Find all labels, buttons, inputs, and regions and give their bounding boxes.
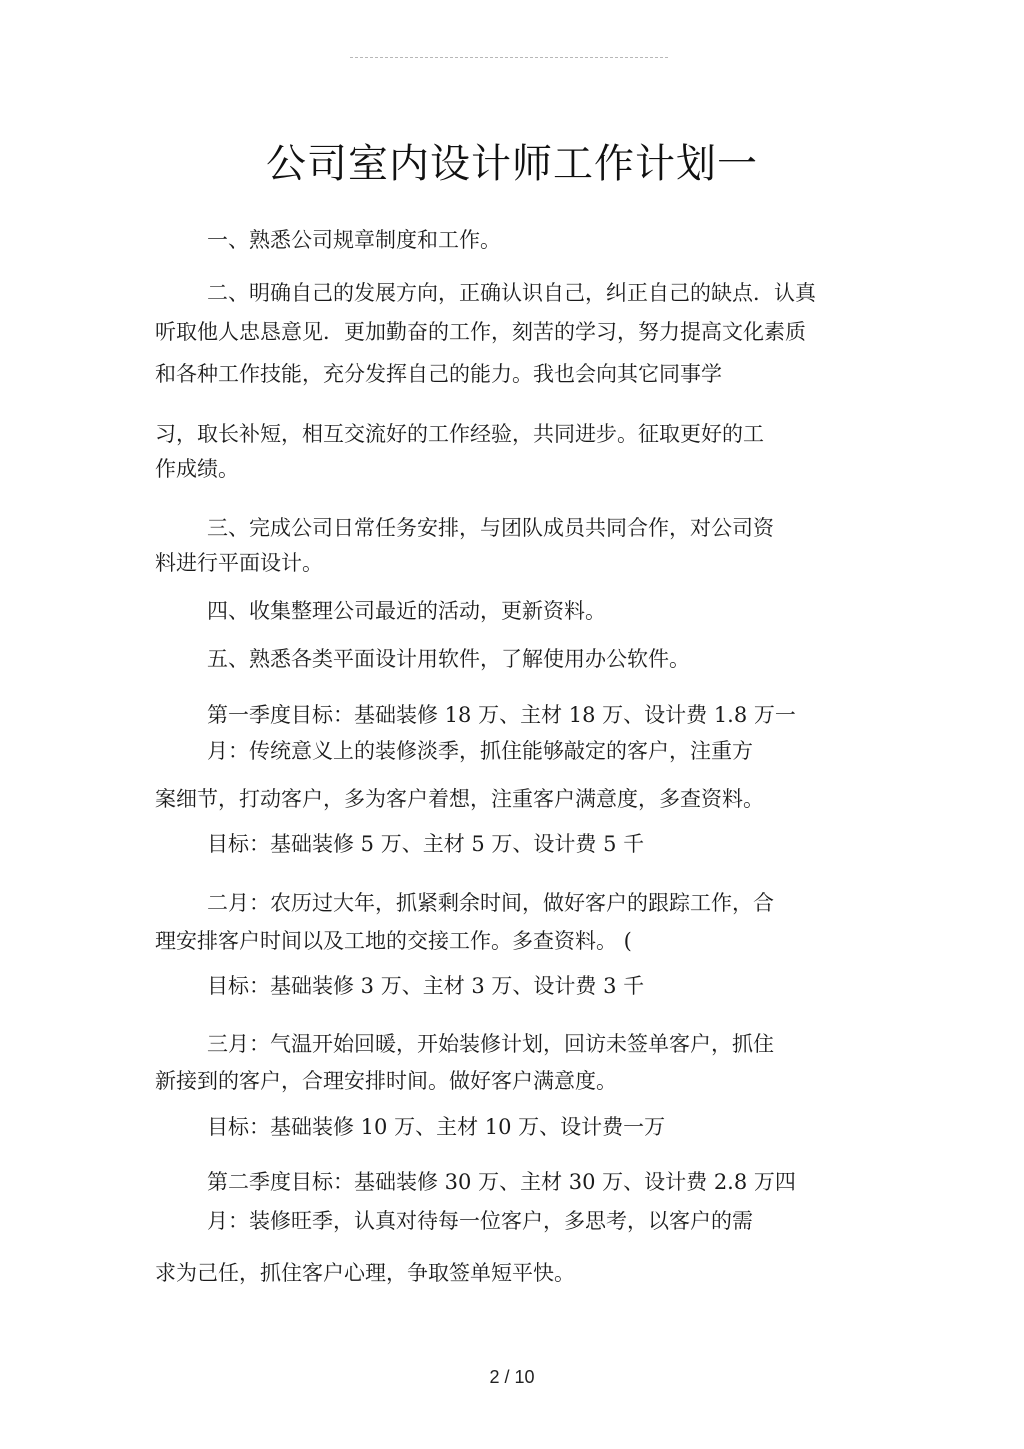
paragraph-line: 四、收集整理公司最近的活动，更新资料。 [207, 599, 606, 623]
paragraph-line: 二、明确自己的发展方向，正确认识自己，纠正自己的缺点．认真 [207, 281, 816, 305]
paragraph-line: 月：装修旺季，认真对待每一位客户，多思考，以客户的需 [207, 1209, 753, 1233]
paragraph-line: 作成绩。 [155, 457, 239, 481]
paragraph-line: 目标：基础装修 3 万、主材 3 万、设计费 3 千 [207, 974, 645, 998]
page-number: 2 / 10 [489, 1367, 535, 1387]
paragraph-line: 习，取长补短，相互交流好的工作经验，共同进步。征取更好的工 [155, 422, 764, 446]
header-rule [350, 57, 668, 58]
paragraph-line: 求为己任，抓住客户心理，争取签单短平快。 [155, 1261, 575, 1285]
paragraph-line: 料进行平面设计。 [155, 551, 323, 575]
paragraph-line: 目标：基础装修 5 万、主材 5 万、设计费 5 千 [207, 832, 645, 856]
paragraph-line: 第二季度目标：基础装修 30 万、主材 30 万、设计费 2.8 万四 [207, 1170, 796, 1194]
paragraph-line: 一、熟悉公司规章制度和工作。 [207, 228, 501, 252]
paragraph-line: 听取他人忠恳意见．更加勤奋的工作，刻苦的学习，努力提高文化素质 [155, 320, 806, 344]
paragraph-line: 目标：基础装修 10 万、主材 10 万、设计费一万 [207, 1115, 666, 1139]
paragraph-line: 二月：农历过大年，抓紧剩余时间，做好客户的跟踪工作，合 [207, 891, 774, 915]
paragraph-line: 五、熟悉各类平面设计用软件，了解使用办公软件。 [207, 647, 690, 671]
paragraph-line: 三、完成公司日常任务安排，与团队成员共同合作，对公司资 [207, 516, 774, 540]
document-title: 公司室内设计师工作计划一 [266, 141, 758, 187]
paragraph-line: 和各种工作技能，充分发挥自己的能力。我也会向其它同事学 [155, 362, 722, 386]
paragraph-line: 新接到的客户，合理安排时间。做好客户满意度。 [155, 1069, 617, 1093]
paragraph-line: 三月：气温开始回暖，开始装修计划，回访未签单客户，抓住 [207, 1032, 774, 1056]
paragraph-line: 第一季度目标：基础装修 18 万、主材 18 万、设计费 1.8 万一 [207, 703, 796, 727]
paragraph-line: 月：传统意义上的装修淡季，抓住能够敲定的客户，注重方 [207, 739, 753, 763]
paragraph-line: 理安排客户时间以及工地的交接工作。多查资料。 ( [155, 929, 632, 953]
paragraph-line: 案细节，打动客户，多为客户着想，注重客户满意度，多查资料。 [155, 787, 764, 811]
